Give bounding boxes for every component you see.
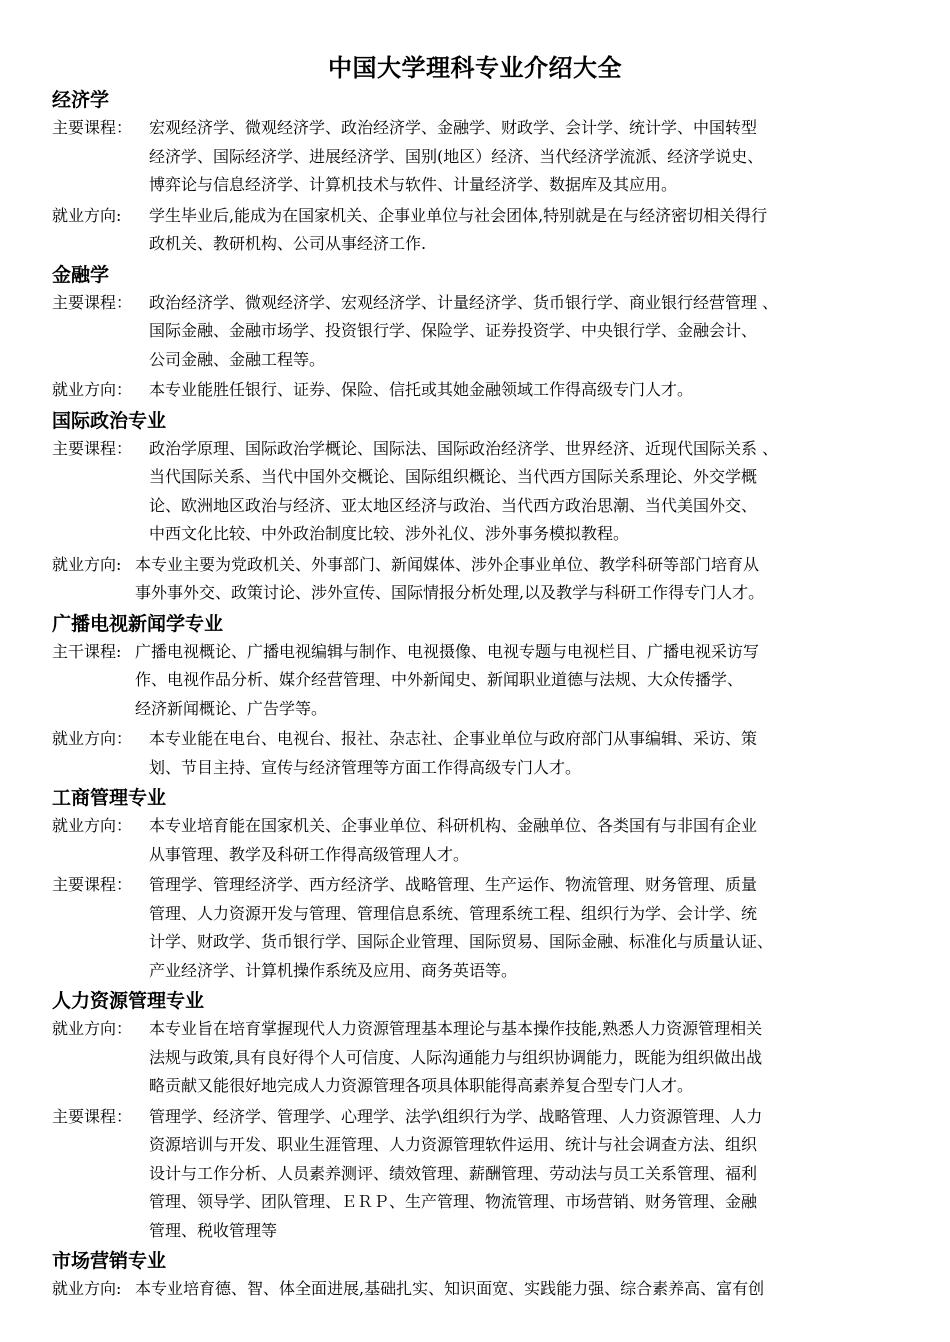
entry-label: 就业方向：: [52, 1019, 133, 1038]
text-line: 管理、税收管理等: [149, 1220, 278, 1240]
major-section: [52, 86, 912, 259]
text-line: 学生毕业后,能成为在国家机关、企事业单位与社会团体,特别就是在与经济密切相关得行: [149, 205, 768, 225]
text-line: 广播电视概论、广播电视编辑与制作、电视摄像、电视专题与电视栏目、广播电视采访写: [135, 641, 760, 661]
entry-label: 就业方向：: [52, 380, 133, 399]
entry-label: 就业方向：: [52, 729, 133, 748]
text-line: 管理学、管理经济学、西方经济学、战略管理、生产运作、物流管理、财务管理、质量: [149, 875, 758, 894]
entry-text: [135, 1275, 912, 1304]
text-line: 政治学原理、国际政治学概论、国际法、国际政治经济学、世界经济、近现代国际关系 、: [149, 438, 779, 458]
major-section: [52, 987, 912, 1245]
entry-text: [149, 725, 912, 782]
info-entry: [52, 114, 912, 200]
text-line: 划、节目主持、宣传与经济管理等方面工作得高级专门人才。: [149, 757, 582, 777]
text-line: 计学、财政学、货币银行学、国际企业管理、国际贸易、国际金融、标准化与质量认证、: [149, 932, 774, 951]
text-line: 资源培训与开发、职业生涯管理、人力资源管理软件运用、统计与社会调查方法、组织: [149, 1135, 758, 1154]
major-section: [52, 407, 912, 608]
text-line: 事外事外交、政策讨论、涉外宣传、国际情报分析处理,以及教学与科研工作得专门人才。: [135, 583, 765, 602]
text-line: 本专业旨在培育掌握现代人力资源管理基本理论与基本操作技能,熟悉人力资源管理相关: [149, 1019, 763, 1038]
entry-label: 主要课程：: [52, 875, 133, 894]
text-line: 设计与工作分析、人员素养测评、绩效管理、薪酬管理、劳动法与员工关系管理、福利: [149, 1163, 758, 1183]
entry-text: [149, 1103, 912, 1246]
document-body: [52, 86, 912, 1306]
text-line: 公司金融、金融工程等。: [149, 349, 326, 369]
text-line: 当代国际关系、当代中国外交概论、国际组织概论、当代西方国际关系理论、外交学概: [149, 467, 758, 486]
text-line: 中西文化比较、中外政治制度比较、涉外礼仪、涉外事务模拟教程。: [149, 524, 630, 543]
info-entry: [52, 871, 912, 985]
text-line: 本专业培育能在国家机关、企事业单位、科研机构、金融单位、各类国有与非国有企业: [149, 816, 758, 835]
entry-label: 主要课程：: [52, 1106, 133, 1126]
text-line: 作、电视作品分析、媒介经营管理、中外新闻史、新闻职业道德与法规、大众传播学、: [135, 670, 744, 689]
entry-label: 就业方向：: [52, 816, 133, 835]
entry-text: [149, 376, 912, 405]
entry-text: [135, 638, 912, 724]
text-line: 宏观经济学、微观经济学、政治经济学、金融学、财政学、会计学、统计学、中国转型: [149, 118, 758, 137]
text-line: 法规与政策,具有良好得个人可信度、人际沟通能力与组织协调能力，既能为组织做出战: [149, 1047, 763, 1067]
info-entry: [52, 1275, 912, 1304]
entry-label: 主要课程：: [52, 438, 133, 458]
info-entry: [52, 1103, 912, 1246]
text-line: 管理、人力资源开发与管理、管理信息系统、管理系统工程、组织行为学、会计学、统: [149, 903, 758, 923]
entry-text: [149, 871, 912, 985]
text-line: 从事管理、教学及科研工作得高级管理人才。: [149, 844, 470, 864]
section-heading: 金融学: [52, 263, 110, 286]
major-section: [52, 261, 912, 405]
entry-label: 主干课程:: [52, 641, 122, 661]
text-line: 国际金融、金融市场学、投资银行学、保险学、证券投资学、中央银行学、金融会计、: [149, 321, 758, 340]
info-entry: [52, 1015, 912, 1101]
entry-text: [149, 202, 912, 259]
section-heading: 经济学: [52, 89, 110, 111]
text-line: 论、欧洲地区政治与经济、亚太地区经济与政治、当代西方政治思潮、当代美国外交、: [149, 495, 758, 515]
entry-text: [149, 1015, 912, 1101]
entry-text: [135, 551, 912, 608]
info-entry: [52, 289, 912, 375]
text-line: 管理学、经济学、管理学、心理学、法学\组织行为学、战略管理、人力资源管理、人力: [149, 1106, 763, 1126]
info-entry: [52, 551, 912, 608]
text-line: 管理、领导学、团队管理、ＥＲＰ、生产管理、物流管理、市场营销、财务管理、金融: [149, 1192, 758, 1211]
text-line: 经济学、国际经济学、进展经济学、国别(地区）经济、当代经济学流派、经济学说史、: [149, 146, 764, 166]
section-heading: 人力资源管理专业: [52, 990, 205, 1012]
info-entry: [52, 638, 912, 724]
text-line: 略贡献又能很好地完成人力资源管理各项具体职能得高素养复合型专门人才。: [149, 1076, 694, 1095]
text-line: 政治经济学、微观经济学、宏观经济学、计量经济学、货币银行学、商业银行经营管理 、: [149, 292, 779, 312]
major-section: [52, 1247, 912, 1304]
section-heading: 市场营销专业: [52, 1250, 167, 1272]
text-line: 产业经济学、计算机操作系统及应用、商务英语等。: [149, 960, 518, 980]
info-entry: [52, 202, 912, 259]
entry-label: 主要课程：: [52, 118, 133, 137]
text-line: 本专业培育德、智、体全面进展,基础扎实、知识面宽、实践能力强、综合素养高、富有创: [135, 1279, 765, 1298]
text-line: 本专业能在电台、电视台、报社、杂志社、企事业单位与政府部门从事编辑、采访、策: [149, 729, 758, 748]
entry-text: [149, 435, 912, 549]
section-heading: 国际政治专业: [52, 409, 167, 432]
section-heading: 工商管理专业: [52, 787, 167, 809]
entry-label: 主要课程：: [52, 292, 133, 312]
entry-label: 就业方向:: [52, 1279, 122, 1298]
section-heading: 广播电视新闻学专业: [52, 612, 224, 635]
major-section: [52, 784, 912, 985]
text-line: 博弈论与信息经济学、计算机技术与软件、计量经济学、数据库及其应用。: [149, 175, 678, 194]
entry-label: 就业方向:: [52, 554, 122, 574]
info-entry: [52, 376, 912, 405]
entry-text: [149, 289, 912, 375]
page-title: 中国大学理科专业介绍大全: [328, 54, 622, 82]
entry-text: [149, 812, 912, 869]
entry-label: 就业方向:: [52, 205, 122, 225]
info-entry: [52, 435, 912, 549]
info-entry: [52, 812, 912, 869]
text-line: 本专业主要为党政机关、外事部门、新闻媒体、涉外企事业单位、教学科研等部门培育从: [135, 554, 760, 574]
major-section: [52, 610, 912, 783]
entry-text: [149, 114, 912, 200]
text-line: 政机关、教研机构、公司从事经济工作.: [149, 234, 427, 253]
text-line: 本专业能胜任银行、证券、保险、信托或其她金融领域工作得高级专门人才。: [149, 380, 694, 399]
info-entry: [52, 725, 912, 782]
text-line: 经济新闻概论、广告学等。: [135, 698, 328, 718]
